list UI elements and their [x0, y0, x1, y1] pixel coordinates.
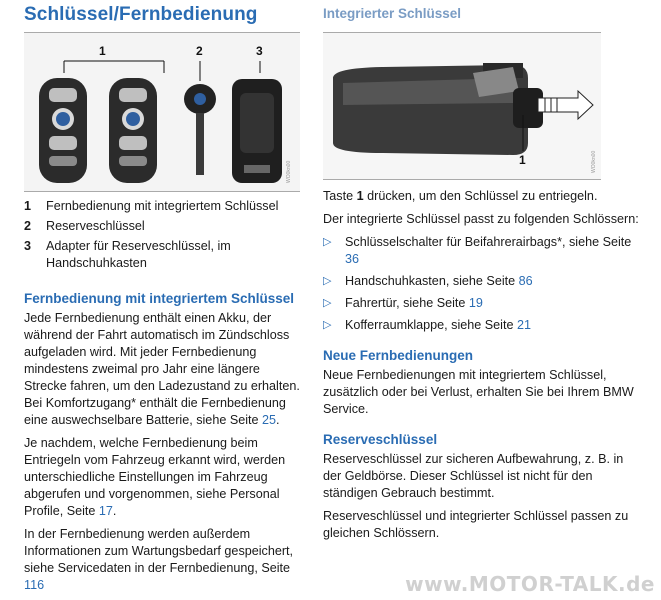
- right-column-body: [323, 188, 643, 548]
- right-column: [323, 6, 643, 22]
- figure-code: WO0kn00: [286, 160, 292, 183]
- list-item: ▷ Fahrertür, siehe Seite 19: [323, 296, 483, 310]
- remote-key-back-icon: [109, 78, 157, 183]
- key-adapter-icon: [232, 79, 282, 183]
- remote-key-front-icon: [39, 78, 87, 183]
- legend-item: 1 Fernbedienung mit integriertem Schlüssel: [24, 199, 279, 213]
- figure-legend: [24, 198, 300, 272]
- triangle-right-icon: ▷: [323, 275, 332, 287]
- figure-label-2: 2: [196, 44, 203, 58]
- legend-item: 2 Reserveschlüssel: [24, 219, 145, 233]
- section-heading-integrated-key: Integrierter Schlüssel: [323, 6, 462, 21]
- key-illustration: [24, 33, 300, 191]
- section-heading-new-remotes: Neue Fernbedienungen: [323, 348, 474, 363]
- triangle-right-icon: ▷: [323, 236, 332, 248]
- page-link[interactable]: 36: [345, 252, 360, 266]
- paragraph-press-button: Taste 1 drücken, um den Schlüssel zu entriegeln.: [323, 189, 598, 203]
- figure-label-1: 1: [99, 44, 106, 58]
- page-link[interactable]: 116: [24, 578, 45, 592]
- triangle-right-icon: ▷: [323, 297, 332, 309]
- page-link[interactable]: 21: [516, 318, 531, 332]
- legend-item: 3 Adapter für Reserveschlüssel, im Handschuhkasten: [24, 239, 231, 270]
- section-heading-spare-key: Reserveschlüssel: [323, 432, 438, 447]
- figure-label-3: 3: [256, 44, 263, 58]
- list-item: ▷ Schlüsselschalter für Beifahrerairbags*, siehe Seite 36: [323, 235, 632, 266]
- left-column: [24, 198, 300, 600]
- list-item: ▷ Kofferraumklappe, siehe Seite 21: [323, 318, 531, 332]
- list-item: ▷ Handschuhkasten, siehe Seite 86: [323, 274, 533, 288]
- page-link[interactable]: 86: [518, 274, 533, 288]
- paragraph-spare-key-locks: Reserveschlüssel und integrierter Schlüssel passen zu gleichen Schlössern.: [323, 509, 629, 540]
- figure-label-1: 1: [519, 153, 526, 167]
- paragraph-battery: Jede Fernbedienung enthält einen Akku, der während der Fahrt automatisch im Zündschloss aufgeladen wird. Mit jeder Fernbedienung mindestens zweimal pro Jahr eine längere Strecke fahren, um den Ladezustand zu erhalten. Bei Komfortzugang* enthält die Fernbedienung eine auswechselbare Batterie, siehe Seite 25.: [24, 311, 300, 427]
- paragraph-locks: Der integrierte Schlüssel passt zu folgenden Schlössern:: [323, 212, 639, 226]
- paragraph-new-remotes: Neue Fernbedienungen mit integriertem Schlüssel, zusätzlich oder bei Verlust, erhalten Sie bei Ihrem BMW Service.: [323, 368, 634, 416]
- figure-code: WO0kn00: [591, 150, 597, 173]
- lock-list: [323, 234, 643, 334]
- paragraph-spare-key: Reserveschlüssel zur sicheren Aufbewahrung, z. B. in der Geldbörse. Dieser Schlüssel ist nicht für den ständigen Gebrauch bestimmt.: [323, 452, 624, 500]
- page-link[interactable]: 17: [98, 504, 113, 518]
- key-figure: [24, 32, 300, 192]
- section-heading-remote: Fernbedienung mit integriertem Schlüssel: [24, 291, 295, 306]
- paragraph-service: In der Fernbedienung werden außerdem Informationen zum Wartungsbedarf gespeichert, siehe Servicedaten in der Fernbedienung, Seite 116: [24, 527, 294, 592]
- page-link[interactable]: 19: [468, 296, 483, 310]
- page-title: Schlüssel/Fernbedienung: [24, 4, 258, 25]
- integrated-key-figure: [323, 32, 601, 180]
- integrated-key-illustration: [323, 33, 601, 179]
- paragraph-profile: Je nachdem, welche Fernbedienung beim Entriegeln vom Fahrzeug erkannt wird, werden unterschiedliche Einstellungen im Fahrzeug abgerufen und vorgenommen, siehe Personal Profile, Seite 17.: [24, 436, 286, 518]
- triangle-right-icon: ▷: [323, 319, 332, 331]
- watermark: www.MOTOR-TALK.de: [405, 572, 655, 596]
- page-link[interactable]: 25: [262, 413, 277, 427]
